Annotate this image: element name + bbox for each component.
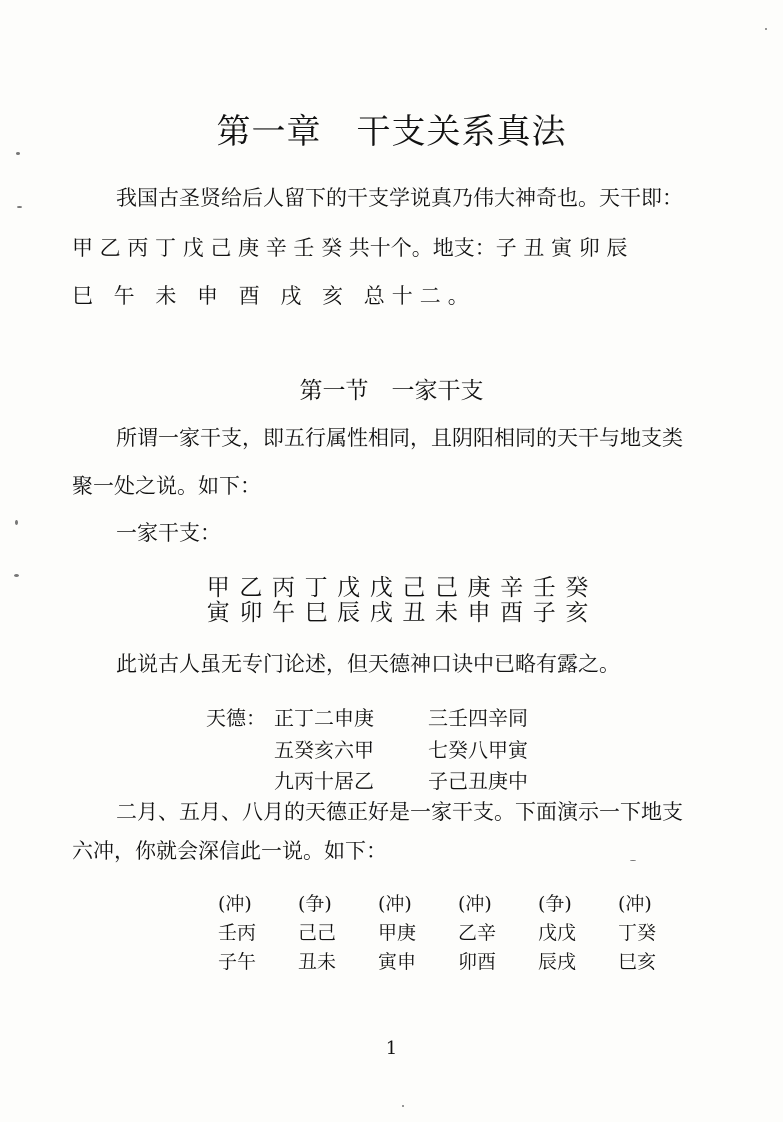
branch-char: 辰	[337, 600, 361, 626]
section-title: 第一节 一家干支	[299, 378, 484, 404]
stem-char: 己	[434, 575, 458, 601]
chapter-title: 第一章 干支关系真法	[216, 112, 567, 152]
liuchong-stem-pair: 戊戊	[538, 922, 577, 944]
branch-char: 子	[532, 600, 556, 626]
page-number: 1	[385, 1038, 398, 1059]
intro-line-3: 巳 午 未 申 酉 戌 亥 总十二。	[72, 284, 476, 308]
tiande-row3-b: 子己丑庚中	[428, 769, 528, 793]
intro-line-1: 我国古圣贤给后人留下的干支学说真乃伟大神奇也。天干即：	[116, 186, 683, 210]
stem-char: 乙	[239, 575, 263, 601]
branch-char: 卯	[239, 600, 263, 626]
intro-line-2: 甲 乙 丙 丁 戊 己 庚 辛 壬 癸 共十个。地支：子 丑 寅 卯 辰	[72, 236, 628, 260]
liuchong-headers-row	[218, 888, 698, 917]
liuchong-header: (冲)	[618, 893, 652, 915]
tiande-row3-a: 九丙十居乙	[274, 769, 374, 793]
branch-char: 丑	[402, 600, 426, 626]
stem-char: 丁	[304, 575, 328, 601]
stem-char: 庚	[467, 575, 491, 601]
branch-char: 亥	[565, 600, 589, 626]
scan-speck	[15, 520, 18, 525]
liuchong-stem-pair: 乙辛	[458, 922, 497, 944]
yijia-branches-row	[202, 594, 593, 627]
liuchong-header: (冲)	[378, 893, 412, 915]
tiande-row2-b: 七癸八甲寅	[428, 738, 528, 762]
liuchong-stems-row	[218, 917, 698, 946]
branch-char: 酉	[500, 600, 524, 626]
stem-char: 辛	[500, 575, 524, 601]
liuchong-table	[218, 888, 698, 975]
stem-char: 己	[402, 575, 426, 601]
tiande-row1-b: 三壬四辛同	[428, 706, 528, 730]
liuchong-stem-pair: 己己	[298, 922, 337, 944]
scan-speck	[14, 574, 19, 577]
scan-speck	[402, 1105, 404, 1107]
branch-char: 申	[467, 600, 491, 626]
liuchong-header: (冲)	[458, 893, 492, 915]
scan-speck	[17, 206, 22, 208]
scan-speck	[630, 860, 636, 861]
section-para-line-2: 聚一处之说。如下：	[72, 474, 261, 498]
liuchong-branch-pair: 卯酉	[458, 951, 497, 973]
liuchong-line-1: 二月、五月、八月的天德正好是一家干支。下面演示一下地支	[116, 800, 683, 824]
stem-char: 壬	[532, 575, 556, 601]
tiande-row1-a: 正丁二申庚	[274, 706, 374, 730]
liuchong-header: (冲)	[218, 893, 252, 915]
stem-char: 癸	[565, 575, 589, 601]
branch-char: 寅	[206, 600, 230, 626]
liuchong-stem-pair: 甲庚	[378, 922, 417, 944]
section-para-line-1: 所谓一家干支，即五行属性相同，且阴阳相同的天干与地支类	[116, 426, 683, 450]
branch-char: 戌	[369, 600, 393, 626]
tiande-row2-a: 五癸亥六甲	[274, 738, 374, 762]
liuchong-branch-pair: 子午	[218, 951, 257, 973]
tiande-label: 天德：	[206, 706, 266, 730]
scan-speck	[765, 28, 767, 30]
branch-char: 巳	[304, 600, 328, 626]
liuchong-header: (争)	[298, 893, 332, 915]
stem-char: 甲	[206, 575, 230, 601]
stem-char: 戊	[369, 575, 393, 601]
liuchong-branch-pair: 辰戌	[538, 951, 577, 973]
branch-char: 午	[271, 600, 295, 626]
stem-char: 丙	[271, 575, 295, 601]
liuchong-branch-pair: 丑未	[298, 951, 337, 973]
liuchong-branches-row	[218, 946, 698, 975]
liuchong-branch-pair: 巳亥	[618, 951, 657, 973]
liuchong-header: (争)	[538, 893, 572, 915]
tiande-intro: 此说古人虽无专门论述，但天德神口诀中已略有露之。	[116, 652, 620, 676]
liuchong-line-2: 六冲，你就会深信此一说。如下：	[72, 839, 387, 863]
liuchong-branch-pair: 寅申	[378, 951, 417, 973]
branch-char: 未	[434, 600, 458, 626]
liuchong-stem-pair: 壬丙	[218, 922, 257, 944]
liuchong-stem-pair: 丁癸	[618, 922, 657, 944]
yijia-label: 一家干支：	[116, 521, 221, 545]
stem-char: 戊	[337, 575, 361, 601]
